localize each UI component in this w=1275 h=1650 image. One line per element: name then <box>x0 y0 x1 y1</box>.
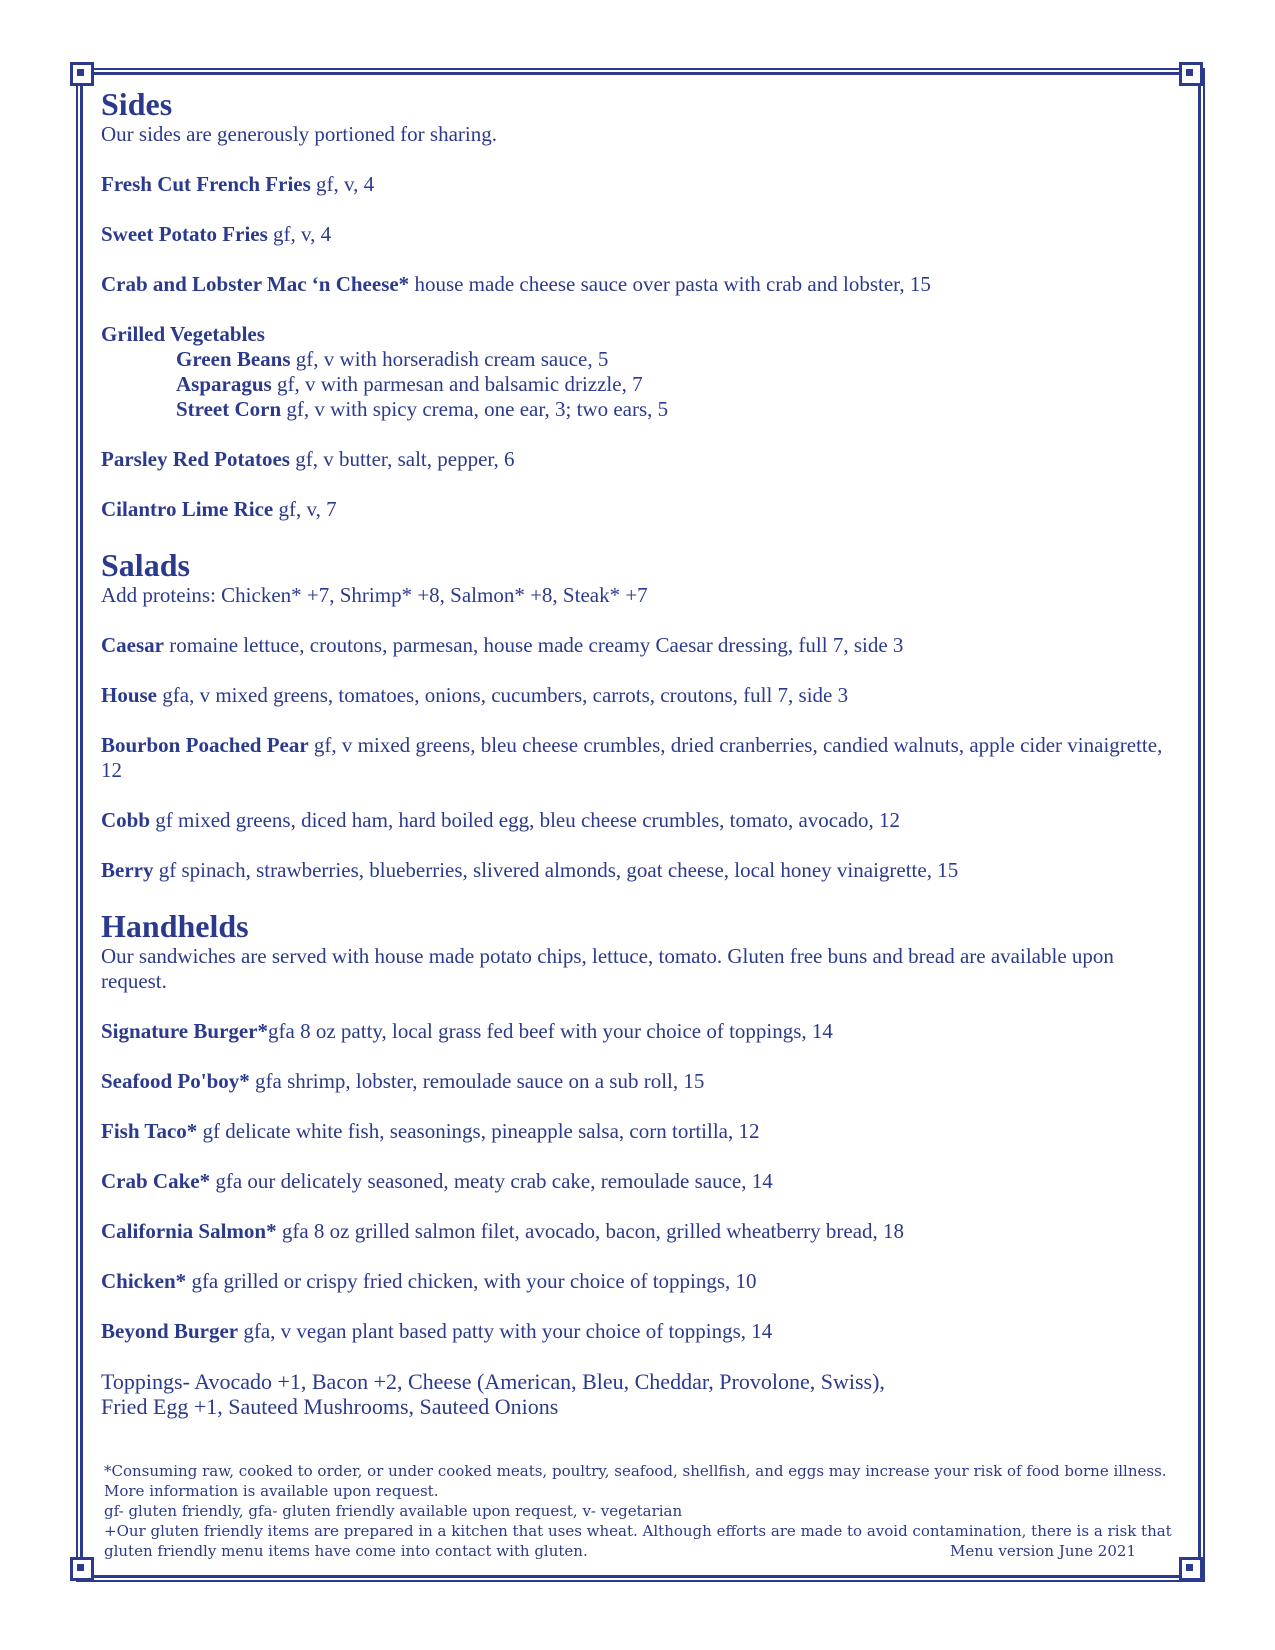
menu-item <box>101 1219 1171 1244</box>
item-desc: gf, v with horseradish cream sauce, 5 <box>290 347 609 371</box>
item-desc: gfa shrimp, lobster, remoulade sauce on a sub roll, 15 <box>249 1069 705 1093</box>
handhelds-intro: Our sandwiches are served with house made potato chips, lettuce, tomato. Gluten free buns and bread are available upon request. <box>101 944 1114 993</box>
menu-item <box>101 633 1171 658</box>
item-desc: romaine lettuce, croutons, parmesan, house made creamy Caesar dressing, full 7, side 3 <box>163 633 904 657</box>
handhelds-section <box>101 908 1171 1419</box>
salads-intro: Add proteins: Chicken* +7, Shrimp* +8, Salmon* +8, Steak* +7 <box>101 583 648 607</box>
item-desc: gf, v, 4 <box>267 222 332 246</box>
menu-subitem <box>101 347 1171 372</box>
item-desc: gf, v with spicy crema, one ear, 3; two ears, 5 <box>281 397 669 421</box>
item-name: Sweet Potato Fries <box>101 222 268 246</box>
menu-item <box>101 733 1171 783</box>
footer-line: gf- gluten friendly, gfa- gluten friendly available upon request, v- vegetarian <box>104 1502 683 1520</box>
item-name: Crab and Lobster Mac ‘n Cheese* <box>101 272 410 296</box>
menu-subitem <box>101 372 1171 397</box>
item-name: California Salmon* <box>101 1219 277 1243</box>
menu-item <box>101 1169 1171 1194</box>
item-name: Berry <box>101 858 154 882</box>
group-name: Grilled Vegetables <box>101 322 265 346</box>
item-name: Chicken* <box>101 1269 187 1293</box>
item-desc: gf delicate white fish, seasonings, pineapple salsa, corn tortilla, 12 <box>197 1119 760 1143</box>
item-desc: gf mixed greens, diced ham, hard boiled egg, bleu cheese crumbles, tomato, avocado, 12 <box>150 808 900 832</box>
item-name: Parsley Red Potatoes <box>101 447 290 471</box>
toppings-list <box>101 1369 1171 1419</box>
handhelds-heading: Handhelds <box>101 908 249 944</box>
item-desc: gf, v with parmesan and balsamic drizzle, 7 <box>271 372 643 396</box>
item-desc: house made cheese sauce over pasta with crab and lobster, 15 <box>409 272 931 296</box>
item-desc: gf, v, 4 <box>310 172 375 196</box>
menu-item <box>101 447 1171 472</box>
item-desc: gfa, v mixed greens, tomatoes, onions, cucumbers, carrots, croutons, full 7, side 3 <box>157 683 849 707</box>
menu-version: Menu version June 2021 <box>950 1542 1136 1560</box>
item-name: Fresh Cut French Fries <box>101 172 311 196</box>
salads-section <box>101 547 1171 883</box>
menu-item <box>101 497 1171 522</box>
item-name: Bourbon Poached Pear <box>101 733 309 757</box>
item-desc: gfa our delicately seasoned, meaty crab cake, remoulade sauce, 14 <box>210 1169 773 1193</box>
item-name: Street Corn <box>176 397 282 421</box>
item-name: Seafood Po'boy* <box>101 1069 250 1093</box>
item-name: Fish Taco* <box>101 1119 198 1143</box>
item-desc: gf, v mixed greens, bleu cheese crumbles, dried cranberries, candied walnuts, apple cider vinaigrette, 12 <box>101 733 1163 782</box>
corner-ornament-top-left <box>70 62 94 86</box>
menu-item <box>101 272 1171 297</box>
menu-item <box>101 1319 1171 1344</box>
menu-item <box>101 1269 1171 1294</box>
menu-item <box>101 172 1171 197</box>
menu-item <box>101 808 1171 833</box>
grilled-vegetables-group <box>101 322 1171 422</box>
item-name: Green Beans <box>176 347 291 371</box>
footer-disclaimer <box>104 1461 1184 1561</box>
item-desc: gfa grilled or crispy fried chicken, with your choice of toppings, 10 <box>186 1269 757 1293</box>
menu-item <box>101 1019 1171 1044</box>
corner-ornament-bottom-left <box>70 1557 94 1581</box>
item-desc: gf spinach, strawberries, blueberries, slivered almonds, goat cheese, local honey vinaigrette, 15 <box>153 858 959 882</box>
item-name: Cobb <box>101 808 151 832</box>
sides-intro: Our sides are generously portioned for sharing. <box>101 122 497 146</box>
toppings-line: Fried Egg +1, Sauteed Mushrooms, Sauteed Onions <box>101 1394 559 1419</box>
item-desc: gfa, v vegan plant based patty with your choice of toppings, 14 <box>238 1319 773 1343</box>
item-name: Signature Burger* <box>101 1019 269 1043</box>
item-name: Cilantro Lime Rice <box>101 497 274 521</box>
item-desc: gfa 8 oz grilled salmon filet, avocado, bacon, grilled wheatberry bread, 18 <box>276 1219 905 1243</box>
item-name: Crab Cake* <box>101 1169 211 1193</box>
menu-item <box>101 858 1171 883</box>
item-name: House <box>101 683 158 707</box>
salads-heading: Salads <box>101 547 190 583</box>
sides-heading: Sides <box>101 86 173 122</box>
item-name: Beyond Burger <box>101 1319 239 1343</box>
footer-line: gluten friendly menu items have come into contact with gluten. <box>104 1542 588 1560</box>
menu-item <box>101 222 1171 247</box>
menu-content <box>101 86 1171 1444</box>
corner-ornament-top-right <box>1179 62 1203 86</box>
item-name: Caesar <box>101 633 164 657</box>
menu-item <box>101 1119 1171 1144</box>
footer-line: *Consuming raw, cooked to order, or under cooked meats, poultry, seafood, shellfish, and eggs may increase your risk of food borne illness. <box>104 1462 1167 1480</box>
toppings-line: Toppings- Avocado +1, Bacon +2, Cheese (American, Bleu, Cheddar, Provolone, Swiss), <box>101 1369 885 1394</box>
item-desc: gf, v butter, salt, pepper, 6 <box>289 447 515 471</box>
footer-line: More information is available upon request. <box>104 1482 439 1500</box>
item-desc: gfa 8 oz patty, local grass fed beef with your choice of toppings, 14 <box>268 1019 833 1043</box>
sides-section <box>101 86 1171 522</box>
menu-item <box>101 683 1171 708</box>
item-desc: gf, v, 7 <box>273 497 337 521</box>
menu-item <box>101 1069 1171 1094</box>
menu-subitem <box>101 397 1171 422</box>
item-name: Asparagus <box>176 372 272 396</box>
footer-line: +Our gluten friendly items are prepared in a kitchen that uses wheat. Although efforts are made to avoid contamination, there is a risk that <box>104 1522 1172 1540</box>
